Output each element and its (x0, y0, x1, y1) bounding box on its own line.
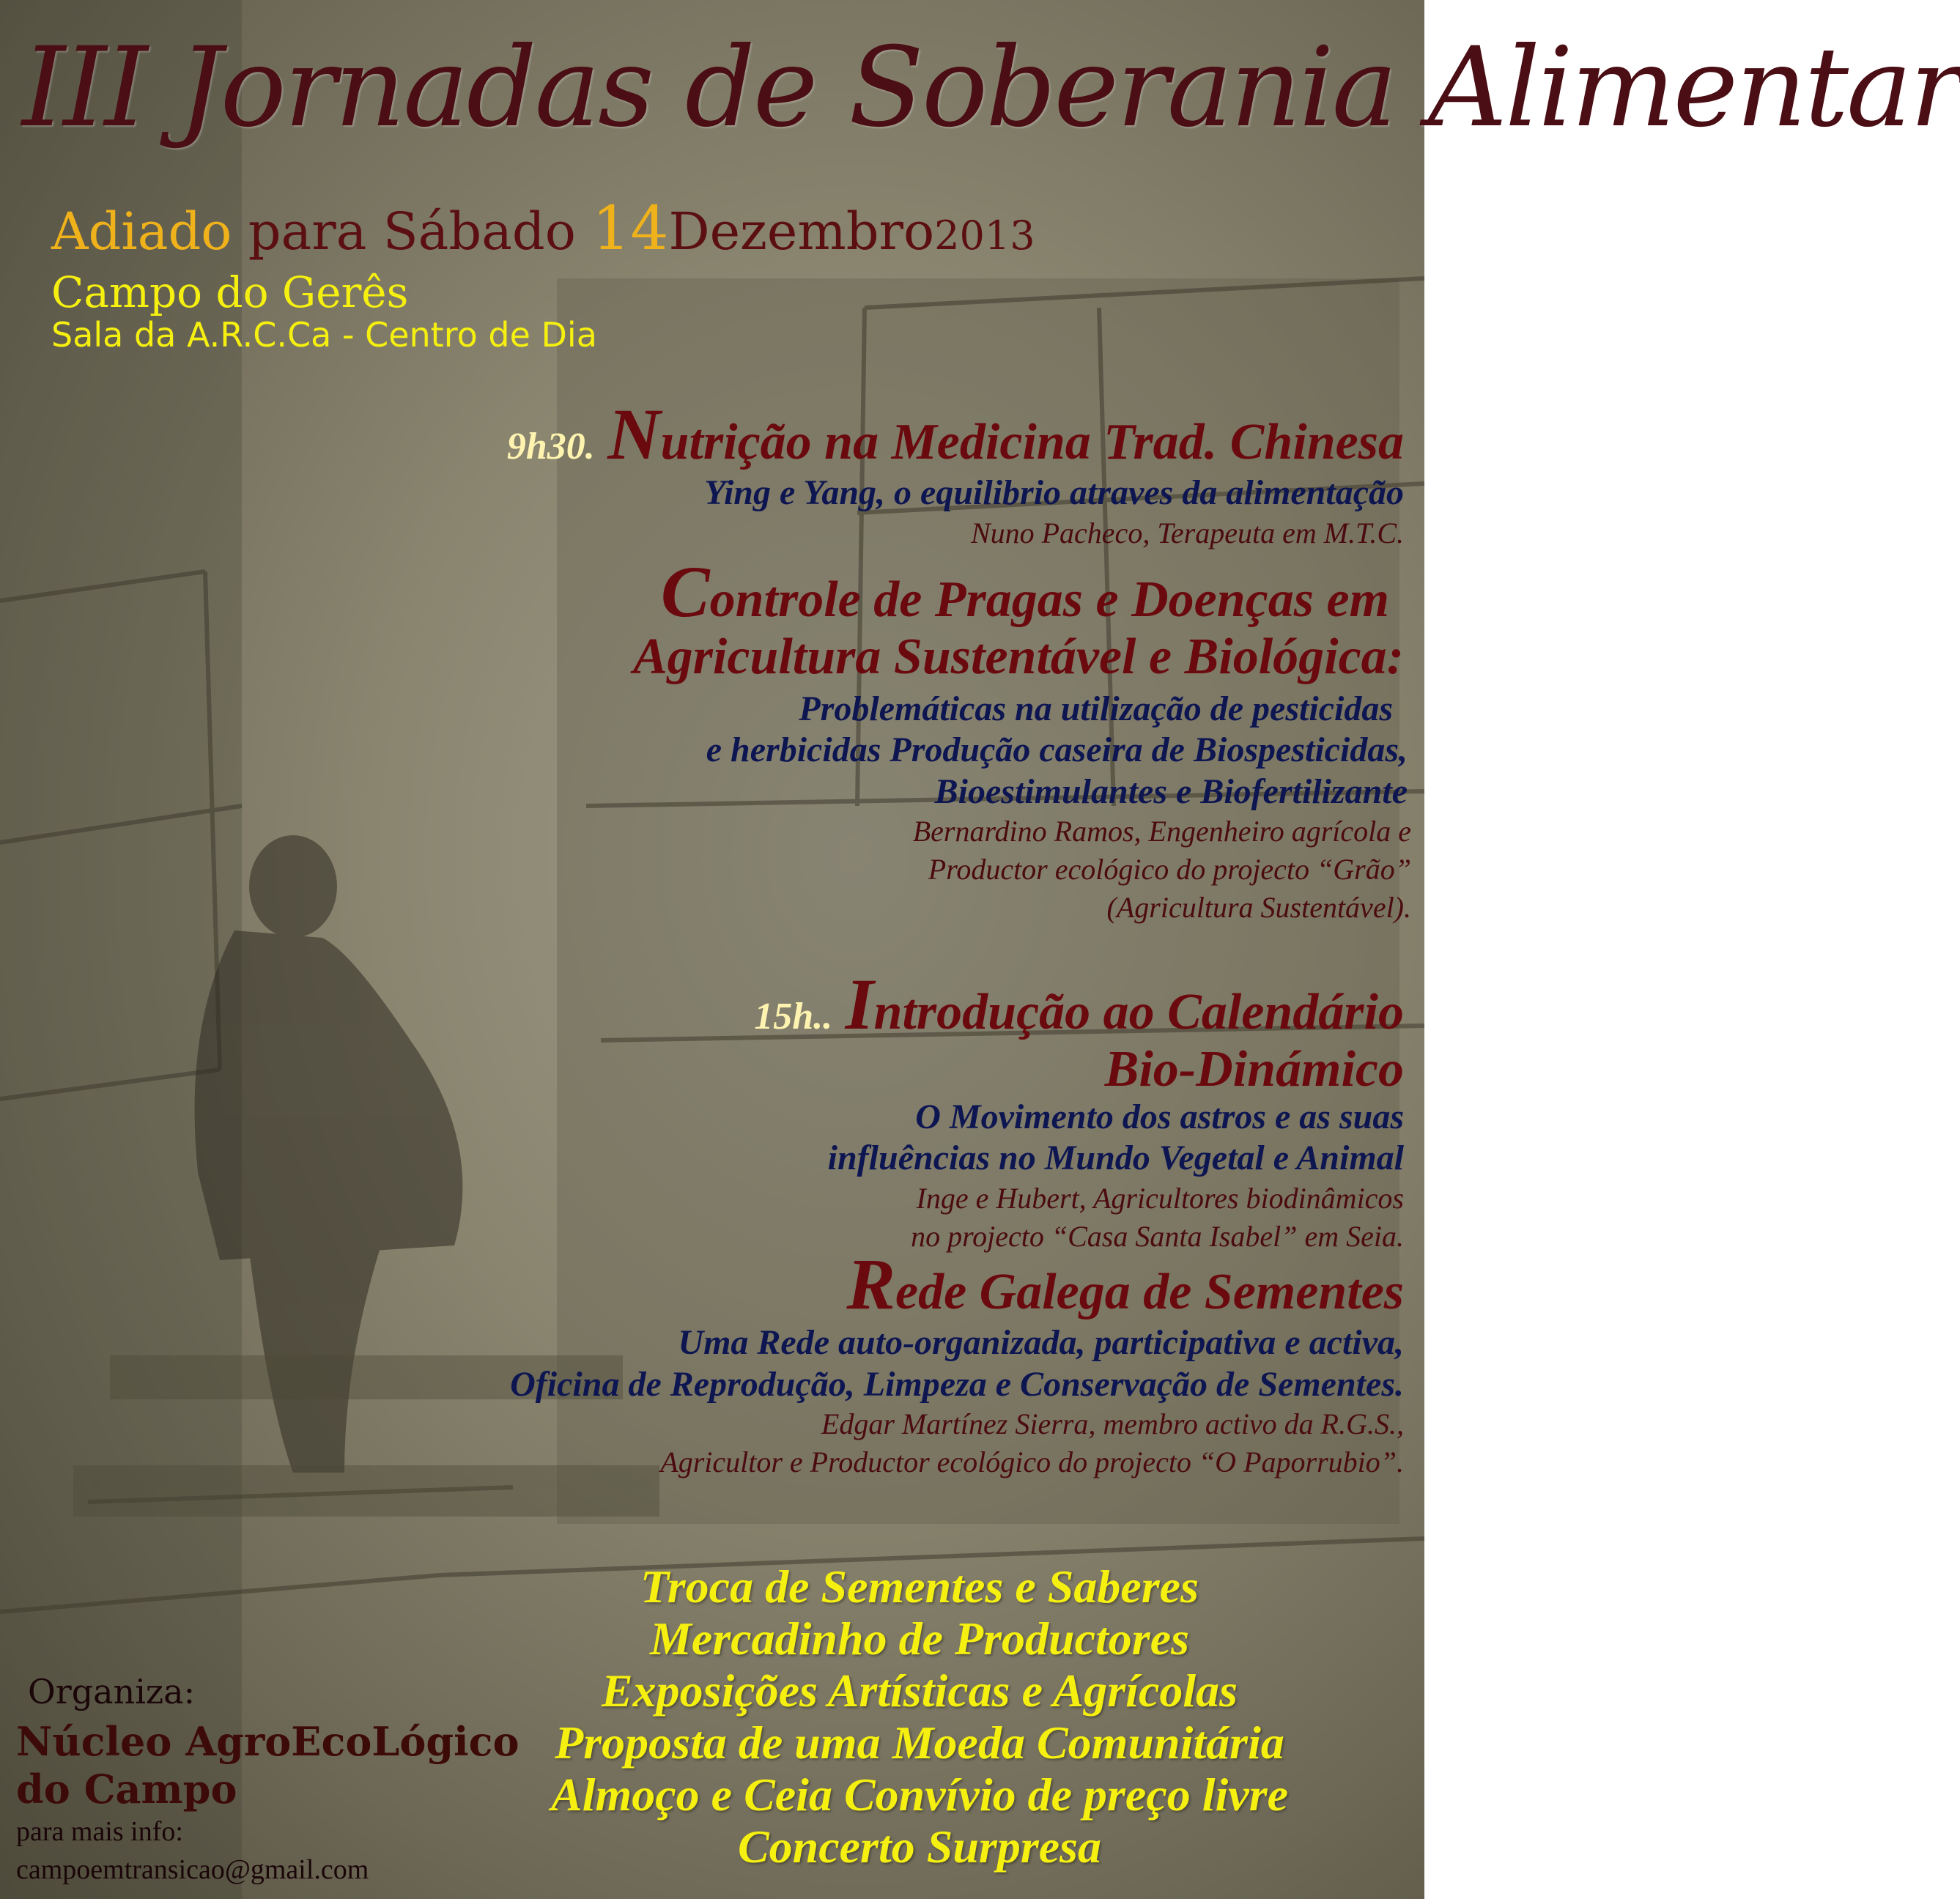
date-month: Dezembro (668, 201, 935, 262)
date-day: 14 (592, 194, 669, 264)
session-3-title-text: ntrodução ao Calendário (873, 984, 1404, 1040)
session-2-speaker-1: Bernardino Ramos, Engenheiro agrícola e (912, 815, 1411, 848)
session-1-title-cap: N (607, 393, 661, 475)
activity-item: Almoço e Ceia Convívio de preço livre (551, 1769, 1288, 1821)
session-4-speaker-1: Edgar Martínez Sierra, membro activo da R.G.S., (821, 1407, 1404, 1441)
session-2-speaker-2: Productor ecológico do projecto “Grão” (928, 853, 1411, 886)
organizer-name (16, 1718, 519, 1813)
session-2-subtitle-3: Bioestimulantes e Biofertilizante (934, 771, 1408, 811)
session-3-speaker-2: no projecto “Casa Santa Isabel” em Seia. (911, 1219, 1404, 1253)
session-2-title-cap: C (660, 551, 710, 632)
poster-title: III Jornadas de Soberania Alimentar (22, 24, 1960, 152)
session-2-speaker-3: (Agricultura Sustentável). (1106, 891, 1411, 925)
contact-email[interactable]: campoemtransicao@gmail.com (16, 1854, 369, 1885)
session-3-subtitle-2: influências no Mundo Vegetal e Animal (827, 1139, 1404, 1178)
event-place: Campo do Gerês (51, 267, 409, 317)
organizer-label: Organiza: (28, 1672, 196, 1711)
session-1-title-text: utrição na Medicina Trad. Chinesa (660, 414, 1404, 470)
session-1-time: 9h30. (506, 426, 595, 467)
session-4-subtitle-2: Oficina de Reprodução, Limpeza e Conservação de Sementes. (510, 1364, 1404, 1404)
session-3-title-line2: Bio-Dinámico (1104, 1041, 1404, 1097)
session-1-title (506, 393, 1404, 475)
session-2-title-text: ontrole de Pragas e Doenças em (709, 571, 1389, 628)
session-4-subtitle-1: Uma Rede auto-organizada, participativa e activa, (678, 1323, 1404, 1362)
session-3-title (754, 963, 1404, 1045)
info-label: para mais info: (16, 1816, 183, 1847)
date-weekday: para Sábado (248, 201, 576, 262)
session-3-title-cap: I (845, 963, 874, 1045)
session-4 (510, 1245, 1404, 1481)
session-3-subtitle-1: O Movimento dos astros e as suas (915, 1097, 1404, 1136)
session-4-speaker-2: Agricultor e Productor ecológico do projecto “O Paporrubio”. (660, 1445, 1404, 1479)
session-2-subtitle-1: Problemáticas na utilização de pesticidas (799, 689, 1393, 728)
organizer-name-line1: Núcleo AgroEcoLógico (16, 1718, 519, 1765)
session-2-subtitle-2: e herbicidas Produção caseira de Biospesticidas, (706, 730, 1408, 770)
event-venue: Sala da A.R.C.Ca - Centro de Dia (51, 315, 597, 355)
session-1 (506, 393, 1404, 552)
session-2 (632, 551, 1411, 927)
session-4-title-text: ede Galega de Sementes (895, 1264, 1404, 1320)
activity-item: Concerto Surpresa (737, 1821, 1102, 1873)
session-3-time: 15h.. (754, 996, 833, 1037)
activities-list (440, 1561, 1399, 1873)
organizer-name-line2: do Campo (16, 1765, 237, 1813)
session-4-title-cap: R (846, 1243, 896, 1325)
session-3-speaker-1: Inge e Hubert, Agricultores biodinâmicos (916, 1181, 1404, 1215)
session-2-title (633, 553, 1389, 630)
activity-item: Troca de Sementes e Saberes (640, 1561, 1199, 1613)
date-year: 2013 (934, 212, 1035, 259)
activity-item: Mercadinho de Productores (650, 1613, 1189, 1665)
date-word-postponed: Adiado (51, 201, 232, 262)
session-1-subtitle: Ying e Yang, o equilibrio atraves da alimentação (704, 473, 1404, 512)
activity-item: Proposta de uma Moeda Comunitária (555, 1717, 1284, 1769)
session-3 (754, 963, 1404, 1256)
session-2-title-line2: Agricultura Sustentável e Biológica: (632, 629, 1404, 685)
session-1-speaker: Nuno Pacheco, Terapeuta em M.T.C. (970, 516, 1404, 549)
activity-item: Exposições Artísticas e Agrícolas (601, 1665, 1238, 1717)
event-date (51, 194, 1035, 264)
session-4-title (510, 1243, 1404, 1325)
